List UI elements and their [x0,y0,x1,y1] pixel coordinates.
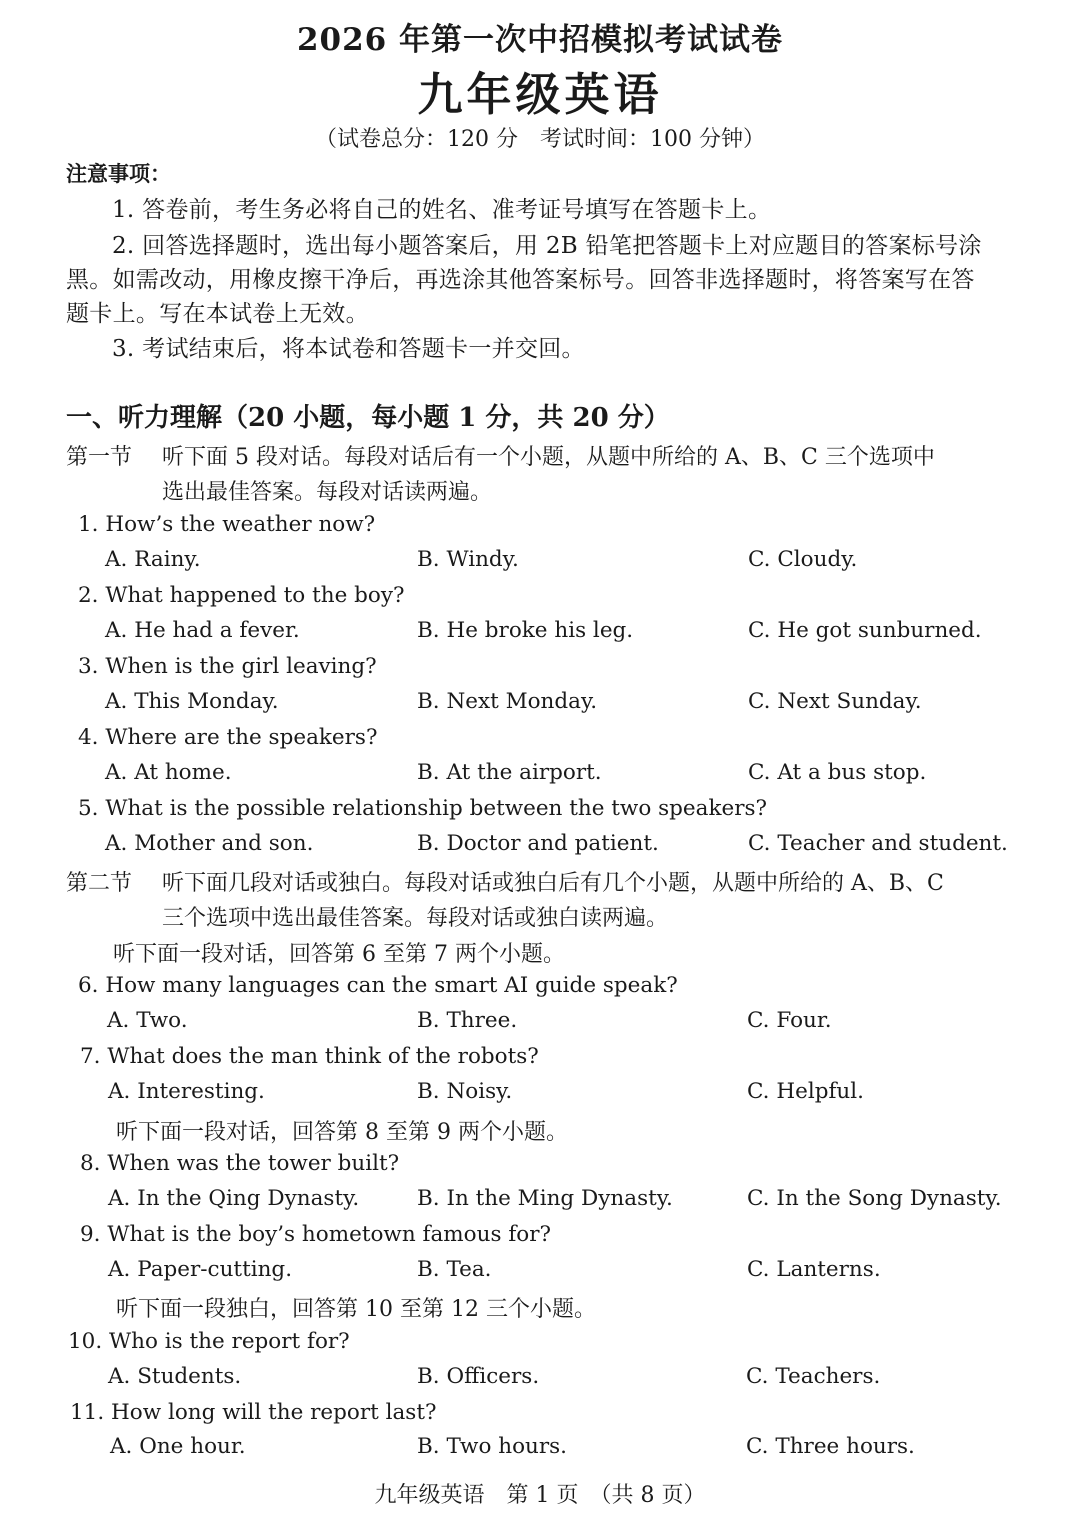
q4-option-a: A. At home. [105,760,232,785]
notes-heading: 注意事项： [66,161,171,186]
part2-instruction-cont: 三个选项中选出最佳答案。每段对话或独白读两遍。 [162,906,669,931]
q3-option-a: A. This Monday. [105,689,279,714]
part1-instruction-cont: 选出最佳答案。每段对话读两遍。 [162,480,493,505]
q2-option-b: B. He broke his leg. [417,618,634,643]
q1-option-c: C. Cloudy. [748,547,858,572]
q11-option-a: A. One hour. [110,1434,246,1459]
q10-option-a: A. Students. [108,1364,242,1389]
question-7: 7. What does the man think of the robots? [80,1044,539,1069]
q6-option-b: B. Three. [417,1008,518,1033]
q5-option-a: A. Mother and son. [105,831,314,856]
part2-instruction: 听下面几段对话或独白。每段对话或独白后有几个小题，从题中所给的 A、B、C [162,871,944,896]
q8-option-a: A. In the Qing Dynasty. [108,1186,360,1211]
q7-option-a: A. Interesting. [108,1079,265,1104]
q5-option-b: B. Doctor and patient. [417,831,659,856]
question-8: 8. When was the tower built? [80,1151,400,1176]
q1-option-a: A. Rainy. [105,547,201,572]
q10-option-c: C. Teachers. [746,1364,881,1389]
q1-option-b: B. Windy. [417,547,519,572]
question-3: 3. When is the girl leaving? [78,654,377,679]
exam-title: 2026 年第一次中招模拟考试试卷 [296,22,784,58]
part1-instruction: 听下面 5 段对话。每段对话后有一个小题，从题中所给的 A、B、C 三个选项中 [162,445,935,470]
q9-option-a: A. Paper-cutting. [108,1257,293,1282]
question-9: 9. What is the boy’s hometown famous for? [80,1222,552,1247]
q11-option-c: C. Three hours. [746,1434,915,1459]
q4-option-b: B. At the airport. [417,760,602,785]
q9-option-c: C. Lanterns. [747,1257,881,1282]
q3-option-c: C. Next Sunday. [748,689,922,714]
q6-option-c: C. Four. [747,1008,832,1033]
q9-option-b: B. Tea. [417,1257,492,1282]
q7-option-b: B. Noisy. [417,1079,513,1104]
q10-option-b: B. Officers. [417,1364,540,1389]
monologue-intro-10-12: 听下面一段独白，回答第 10 至第 12 三个小题。 [116,1297,596,1322]
question-11: 11. How long will the report last? [70,1400,437,1425]
q8-option-b: B. In the Ming Dynasty. [417,1186,673,1211]
question-1: 1. How’s the weather now? [78,512,376,537]
q3-option-b: B. Next Monday. [417,689,598,714]
question-6: 6. How many languages can the smart AI guide speak? [78,973,678,998]
q4-option-c: C. At a bus stop. [748,760,927,785]
note-item-1: 1. 答卷前，考生务必将自己的姓名、准考证号填写在答题卡上。 [112,197,772,223]
exam-info: （试卷总分：120 分 考试时间：100 分钟） [315,127,765,152]
part2-label: 第二节 [66,871,133,896]
q6-option-a: A. Two. [107,1008,188,1033]
part1-label: 第一节 [66,445,133,470]
dialogue-intro-8-9: 听下面一段对话，回答第 8 至第 9 两个小题。 [116,1120,568,1145]
q5-option-c: C. Teacher and student. [748,831,1008,856]
question-4: 4. Where are the speakers? [78,725,378,750]
q2-option-a: A. He had a fever. [105,618,300,643]
question-10: 10. Who is the report for? [68,1329,350,1354]
question-5: 5. What is the possible relationship between the two speakers? [78,796,768,821]
note-item-2-cont: 黑。如需改动，用橡皮擦干净后，再选涂其他答案标号。回答非选择题时，将答案写在答 [66,267,975,293]
q11-option-b: B. Two hours. [417,1434,568,1459]
page-footer: 九年级英语 第 1 页 （共 8 页） [374,1483,706,1508]
section-heading-listening: 一、听力理解（20 小题，每小题 1 分，共 20 分） [66,403,670,433]
dialogue-intro-6-7: 听下面一段对话，回答第 6 至第 7 两个小题。 [113,942,565,967]
q7-option-c: C. Helpful. [747,1079,864,1104]
note-item-2-cont2: 题卡上。写在本试卷上无效。 [66,301,369,327]
q2-option-c: C. He got sunburned. [748,618,982,643]
note-item-2: 2. 回答选择题时，选出每小题答案后，用 2B 铅笔把答题卡上对应题目的答案标号涂 [112,233,982,259]
note-item-3: 3. 考试结束后，将本试卷和答题卡一并交回。 [112,336,585,362]
q8-option-c: C. In the Song Dynasty. [747,1186,1002,1211]
exam-subject-title: 九年级英语 [417,68,663,121]
question-2: 2. What happened to the boy? [78,583,405,608]
